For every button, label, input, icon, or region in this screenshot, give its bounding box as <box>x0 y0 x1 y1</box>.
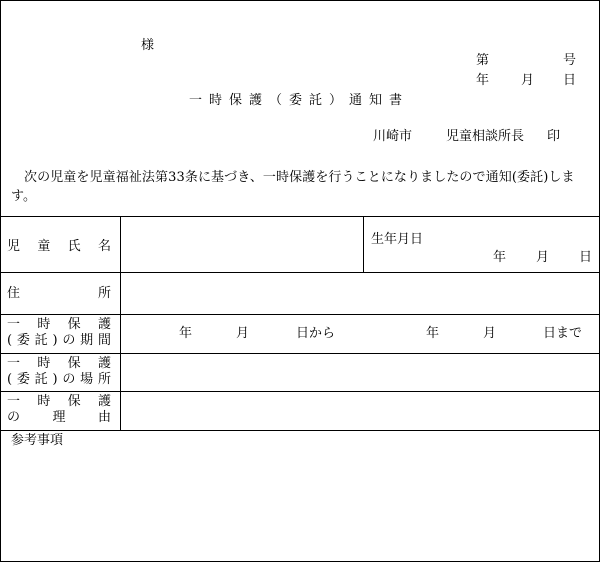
place-label: 一時保護 (委託)の場所 <box>7 356 111 387</box>
table-top-border <box>1 216 599 217</box>
birthdate-column-divider <box>363 216 364 272</box>
remarks-label: 参考事項 <box>11 433 64 448</box>
period-start-month: 月 <box>236 326 250 341</box>
period-start-day: 日から <box>296 326 336 341</box>
row-divider <box>1 430 599 431</box>
period-start-year: 年 <box>179 326 193 341</box>
notice-body-text: 次の児童を児童福祉法第33条に基づき、一時保護を行うことになりましたので通知(委託)します。 <box>11 170 575 204</box>
row-divider <box>1 353 599 354</box>
label-column-divider <box>120 216 121 430</box>
period-label: 一時保護 (委託)の期間 <box>7 317 111 348</box>
birthdate-label: 生年月日 <box>371 232 424 247</box>
row-divider <box>1 272 599 273</box>
child-name-label: 児童氏名 <box>7 239 111 254</box>
period-end-month: 月 <box>483 326 497 341</box>
period-end-day: 日まで <box>543 326 583 341</box>
issue-date-month: 月 <box>521 73 535 88</box>
document-title: 一時保護（委託）通知書 <box>189 93 410 108</box>
reason-label: 一時保護 の理由 <box>7 394 111 425</box>
number-suffix: 号 <box>563 53 577 68</box>
birth-year: 年 <box>493 250 507 265</box>
addressee-suffix: 様 <box>141 38 155 53</box>
seal-mark: 印 <box>547 129 561 144</box>
issue-date-day: 日 <box>563 73 577 88</box>
birth-month: 月 <box>536 250 550 265</box>
row-divider <box>1 391 599 392</box>
issuer-name: 児童相談所長 <box>446 129 525 144</box>
birth-day: 日 <box>579 250 593 265</box>
number-prefix: 第 <box>476 53 490 68</box>
issuer-city: 川崎市 <box>373 129 413 144</box>
issue-date-year: 年 <box>476 73 490 88</box>
period-end-year: 年 <box>426 326 440 341</box>
address-label: 住所 <box>7 286 111 301</box>
row-divider <box>1 314 599 315</box>
